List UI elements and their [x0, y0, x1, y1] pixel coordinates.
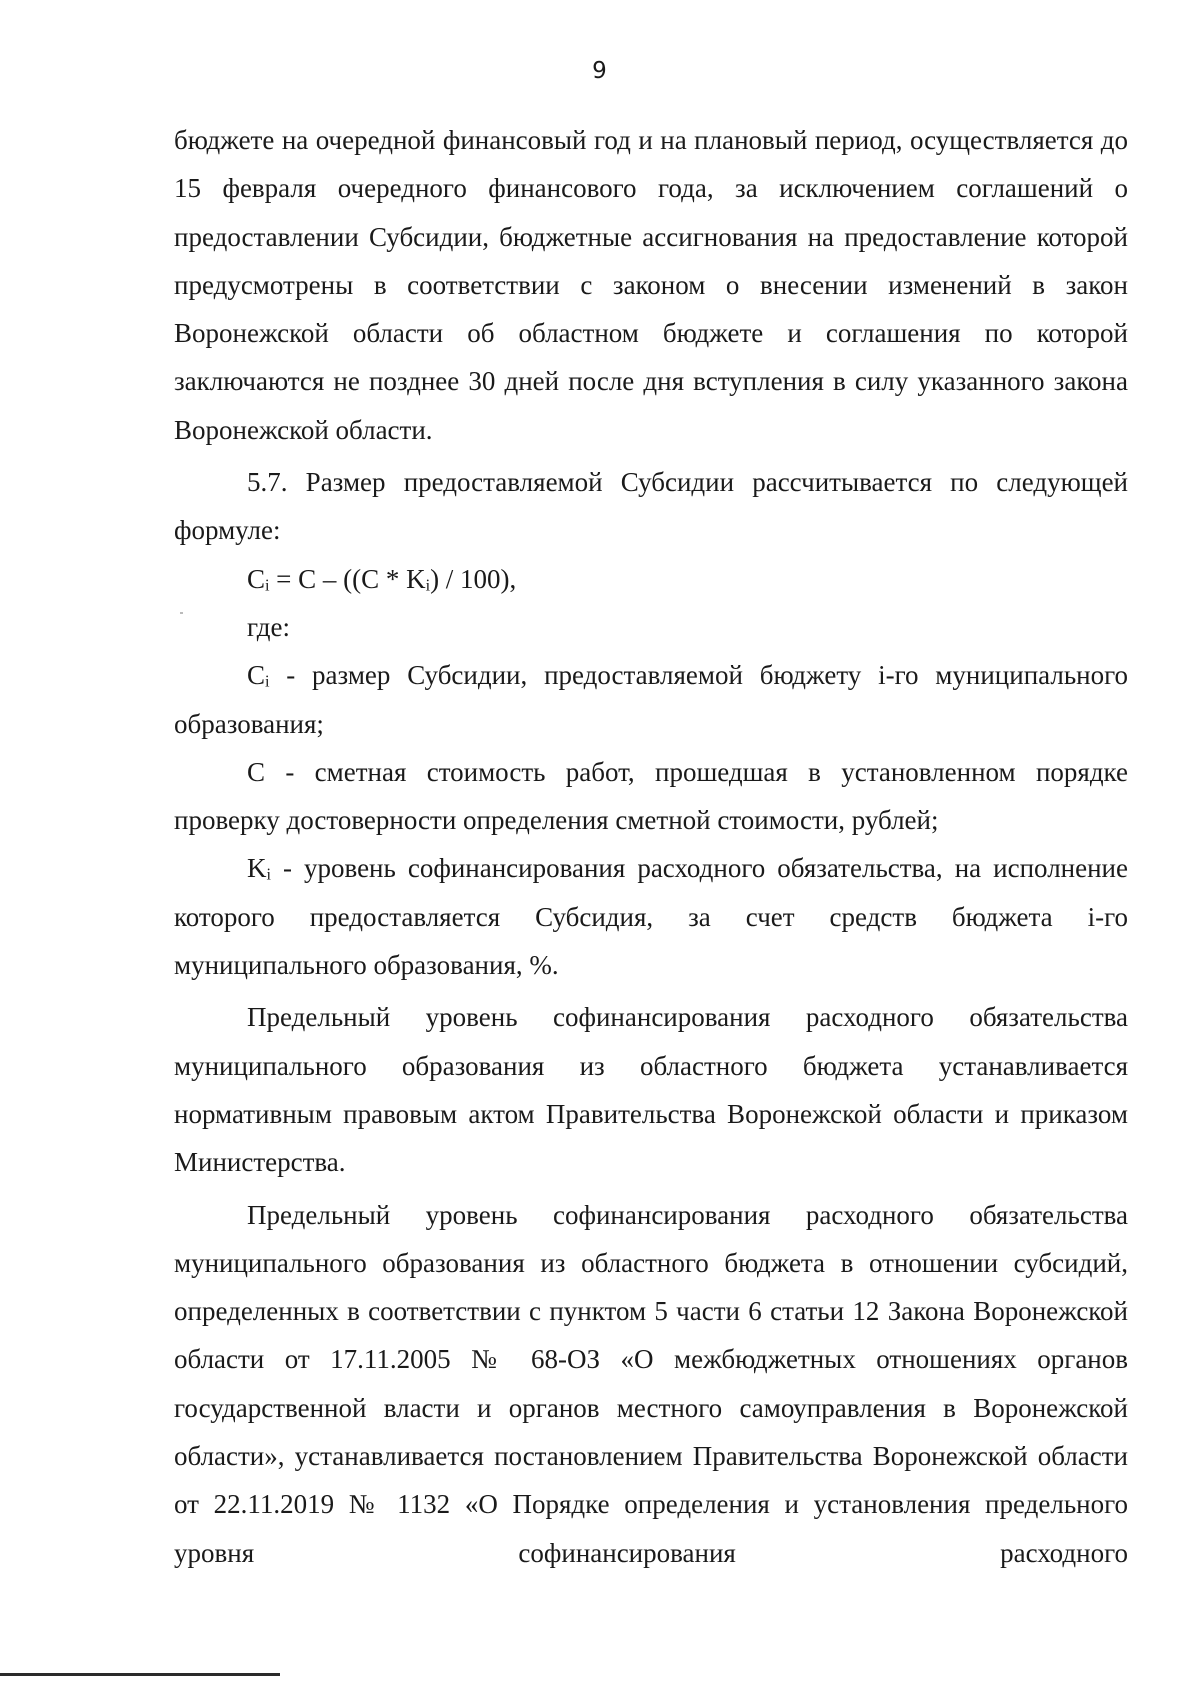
document-body — [174, 116, 1128, 1577]
subsidy-formula: Cᵢ = C – ((C * Kᵢ) / 100), — [247, 563, 517, 594]
paragraph-continuation: бюджете на очередной финансовый год и на плановый период, осуществляется до 15 февраля очередного финансового года, за исключением соглашений о предоставлении Субсидии, бюджетные ассигнования на предоставление которой предусмотрены в соответствии с законом о внесении изменений в закон Воронежской области об областном бюджете и соглашения по которой заключаются не позднее 30 дней после дня вступления в силу указанного закона Воронежской области. — [174, 125, 1128, 445]
footnote-rule — [0, 1673, 280, 1676]
scan-artifact — [180, 612, 183, 614]
paragraph-cofinancing-subsidies: Предельный уровень софинансирования расходного обязательства муниципального образования из областного бюджета в отношении субсидий, определенных в соответствии с пунктом 5 части 6 статьи 12 Закона Воронежской области от 17.11.2005 № 68-ОЗ «О межбюджетных отношениях органов государственной власти и органов местного самоуправления в Воронежской области», устанавливается постановлением Правительства Воронежской области от 22.11.2019 № 1132 «О Порядке определения и установления предельного уровня софинансирования расходного — [174, 1199, 1128, 1568]
paragraph-formula-intro: 5.7. Размер предоставляемой Субсидии рассчитывается по следующей формуле: — [174, 467, 1128, 546]
definition-ki: Kᵢ - уровень софинансирования расходного обязательства, на исполнение которого предоставляется Субсидия, за счет средств бюджета i-го муниципального образования, %. — [174, 853, 1128, 981]
formula-where-label: где: — [247, 611, 290, 642]
definition-ci: Cᵢ - размер Субсидии, предоставляемой бюджету i-го муниципального образования; — [174, 660, 1128, 739]
definition-c: C - сметная стоимость работ, прошедшая в установленном порядке проверку достоверности определения сметной стоимости, рублей; — [174, 756, 1128, 836]
page-number: 9 — [592, 58, 608, 84]
paragraph-cofinancing-limit: Предельный уровень софинансирования расходного обязательства муниципального образования из областного бюджета устанавливается нормативным правовым актом Правительства Воронежской области и приказом Министерства. — [174, 1002, 1128, 1178]
